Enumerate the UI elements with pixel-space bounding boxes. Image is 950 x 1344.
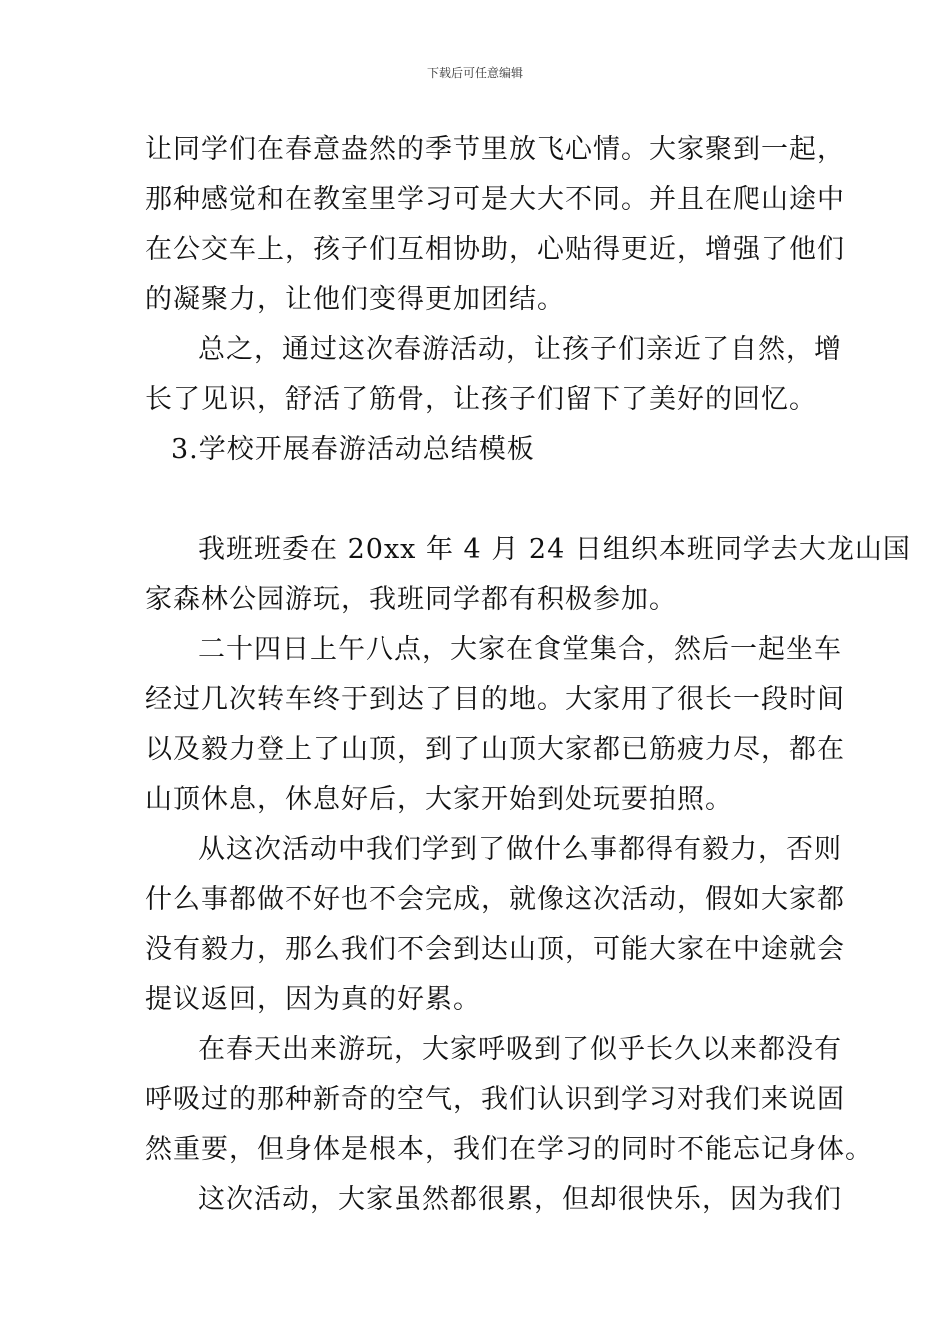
text-line: 这次活动，大家虽然都很累，但却很快乐，因为我们 xyxy=(198,1184,842,1215)
text-line: 没有毅力，那么我们不会到达山顶，可能大家在中途就会 xyxy=(145,934,845,965)
text-line: 提议返回，因为真的好累。 xyxy=(145,984,481,1015)
text-line: 长了见识，舒活了筋骨，让孩子们留下了美好的回忆。 xyxy=(145,384,817,415)
text-line: 经过几次转车终于到达了目的地。大家用了很长一段时间 xyxy=(145,684,845,715)
text-line: 那种感觉和在教室里学习可是大大不同。并且在爬山途中 xyxy=(145,184,845,215)
text-line: 我班班委在 20xx 年 4 月 24 日组织本班同学去大龙山国 xyxy=(198,534,911,565)
text-line: 二十四日上午八点，大家在食堂集合，然后一起坐车 xyxy=(198,634,842,665)
text-line: 从这次活动中我们学到了做什么事都得有毅力，否则 xyxy=(198,834,842,865)
text-line: 的凝聚力，让他们变得更加团结。 xyxy=(145,284,565,315)
text-line: 在公交车上，孩子们互相协助，心贴得更近，增强了他们 xyxy=(145,234,845,265)
text-line: 在春天出来游玩，大家呼吸到了似乎长久以来都没有 xyxy=(198,1034,842,1065)
section-heading: 3.学校开展春游活动总结模板 xyxy=(171,434,535,465)
page-header: 下载后可任意编辑 xyxy=(426,66,523,80)
text-line: 家森林公园游玩，我班同学都有积极参加。 xyxy=(145,584,677,615)
text-line: 然重要，但身体是根本，我们在学习的同时不能忘记身体。 xyxy=(145,1134,873,1165)
text-line: 让同学们在春意盎然的季节里放飞心情。大家聚到一起， xyxy=(145,134,845,165)
text-line: 什么事都做不好也不会完成，就像这次活动，假如大家都 xyxy=(145,884,845,915)
text-line: 以及毅力登上了山顶，到了山顶大家都已筋疲力尽，都在 xyxy=(145,734,845,765)
text-line: 总之，通过这次春游活动，让孩子们亲近了自然，增 xyxy=(198,334,842,365)
text-line: 山顶休息，休息好后，大家开始到处玩要拍照。 xyxy=(145,784,733,815)
text-line: 呼吸过的那种新奇的空气，我们认识到学习对我们来说固 xyxy=(145,1084,845,1115)
